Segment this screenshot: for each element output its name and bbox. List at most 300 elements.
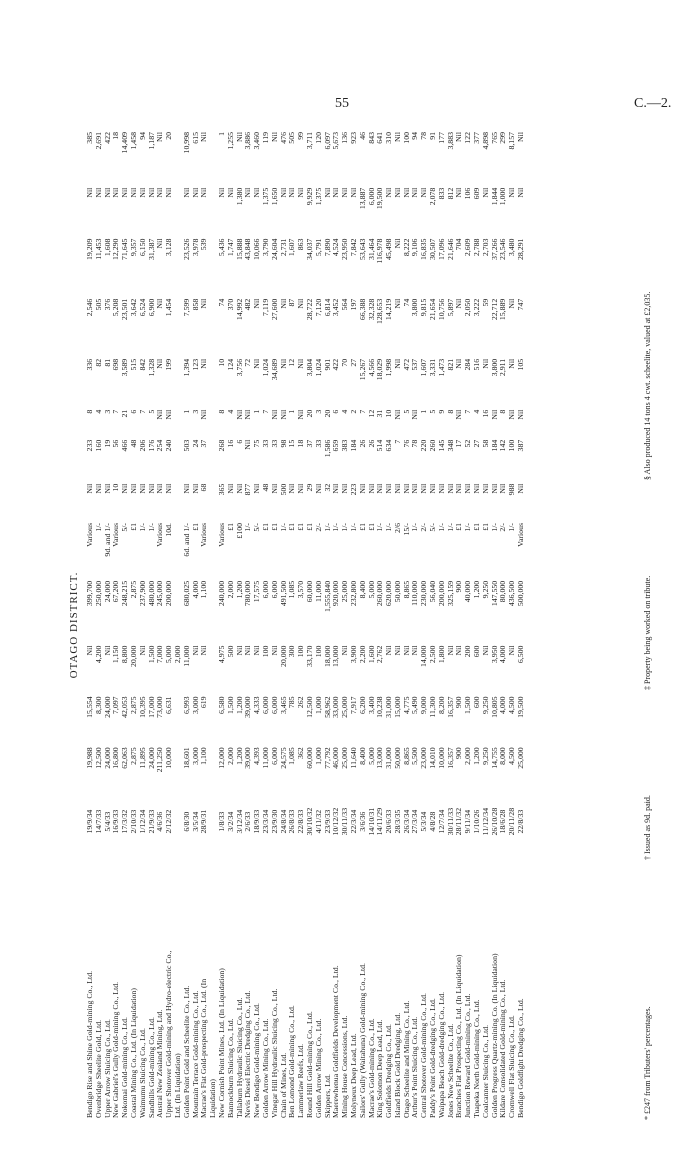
value-cell: Nil xyxy=(199,409,209,420)
value-cell: 223 xyxy=(348,483,358,496)
value-cell: 615 xyxy=(190,132,200,144)
value-cell: Nil xyxy=(445,645,455,656)
value-cell: 3,756 xyxy=(234,358,244,377)
value-cell: 5 xyxy=(401,409,411,414)
value-cell: 422 xyxy=(331,358,341,371)
value-cell: Various xyxy=(85,522,94,547)
company-name-cell: Island Block Gold Dredging, Ltd. xyxy=(392,1012,402,1118)
value-cell: 3,465 xyxy=(278,696,288,714)
value-cell: 1,380 xyxy=(234,187,244,206)
value-cell: 1/12/34 xyxy=(137,809,147,834)
table-row xyxy=(420,130,429,1120)
value-cell: 30,507 xyxy=(428,238,438,260)
value-cell: Nil xyxy=(234,409,244,420)
table-row xyxy=(341,130,350,1120)
value-cell: 385 xyxy=(85,132,94,144)
value-cell: 4 xyxy=(225,409,235,414)
value-cell: 9d. and 1/- xyxy=(102,522,112,557)
value-cell: 537 xyxy=(410,358,420,371)
value-cell: Nil xyxy=(164,483,174,494)
value-cell: 100 xyxy=(296,645,306,658)
value-cell xyxy=(209,130,218,186)
value-cell: 8,865 xyxy=(401,747,411,765)
company-name-cell: Sandhills Gold-mining Co., Ltd. xyxy=(146,1017,156,1118)
value-cell: 56 xyxy=(111,439,121,448)
value-cell: Various xyxy=(216,522,226,547)
value-cell: 12 xyxy=(366,409,376,418)
value-cell: 37 xyxy=(304,439,314,448)
value-cell: 20,000 xyxy=(278,645,288,668)
value-cell: 37,266 xyxy=(489,238,499,260)
value-cell: 6,200 xyxy=(357,696,367,714)
value-cell: 8,000 xyxy=(498,747,508,765)
table-row xyxy=(332,130,341,1120)
value-cell: 2,000 xyxy=(172,645,182,664)
value-cell: 18,000 xyxy=(322,645,332,668)
value-cell: Nil xyxy=(401,483,411,494)
value-cell: 310 xyxy=(384,132,394,144)
table-row xyxy=(297,130,306,1120)
table-row xyxy=(95,130,104,1120)
value-cell: £1 xyxy=(190,522,200,531)
footnote-3: ‡ Property being worked on tribute. xyxy=(643,575,652,690)
value-cell: 1/- xyxy=(445,522,455,532)
value-cell: 377 xyxy=(472,132,482,144)
value-cell: 299 xyxy=(498,132,508,144)
value-cell: Nil xyxy=(164,187,174,198)
value-cell: 6 xyxy=(331,409,341,414)
value-cell: 120 xyxy=(313,132,323,144)
value-cell: Nil xyxy=(392,238,402,249)
value-cell: Nil xyxy=(392,187,402,198)
value-cell: 128,653 xyxy=(375,298,385,325)
value-cell: 5,673 xyxy=(331,132,341,150)
value-cell: 7,000 xyxy=(155,645,165,664)
value-cell: 2,762 xyxy=(375,645,385,664)
value-cell: Nil xyxy=(331,187,341,198)
value-cell: Nil xyxy=(454,409,464,420)
value-cell: 10,805 xyxy=(489,696,499,718)
value-cell: 9,815 xyxy=(419,298,429,317)
value-cell: 240 xyxy=(164,439,174,452)
company-name-cell: Golden Arrow Mining Co., Ltd. xyxy=(313,1018,323,1118)
value-cell: Nil xyxy=(269,645,279,656)
company-name-cell: Goldfields Dredging Co., Ltd. xyxy=(384,1024,394,1118)
table-row xyxy=(359,130,368,1120)
value-cell: Nil xyxy=(181,187,191,198)
value-cell: 505 xyxy=(287,132,297,144)
value-cell: 46,000 xyxy=(331,747,341,769)
table-row xyxy=(403,130,412,1120)
value-cell: 1,800 xyxy=(436,645,446,664)
value-cell: 348 xyxy=(445,439,455,452)
value-cell: £1 xyxy=(454,522,464,531)
value-cell: Nil xyxy=(340,483,350,494)
value-cell: Nil xyxy=(102,483,112,494)
company-name-cell: Austral New Zealand Mining, Ltd. xyxy=(155,1009,165,1118)
value-cell: 39,000 xyxy=(243,696,253,718)
company-name-cell: Cromwell Flat Sluicing Co., Ltd. xyxy=(507,1015,517,1118)
value-cell: 74 xyxy=(216,298,226,307)
value-cell: Nil xyxy=(454,645,464,656)
value-cell: 1/- xyxy=(507,522,517,532)
value-cell: 23,501 xyxy=(120,298,130,321)
value-cell: 26 xyxy=(366,439,376,448)
company-name-cell: Liquidation) xyxy=(208,1079,218,1118)
table-row xyxy=(148,130,157,1120)
value-cell: Nil xyxy=(190,483,200,494)
value-cell: 863 xyxy=(296,238,306,251)
value-cell: 8,300 xyxy=(93,696,103,714)
value-cell: 31,464 xyxy=(366,238,376,260)
value-cell: 4,898 xyxy=(480,132,490,150)
value-cell: 16,835 xyxy=(419,238,429,260)
value-cell: 1/- xyxy=(463,522,473,532)
value-cell: 15 xyxy=(287,439,297,448)
table-row xyxy=(174,130,183,1120)
value-cell: 14,219 xyxy=(384,298,394,321)
value-cell: 245,000 xyxy=(155,580,165,607)
value-cell: Nil xyxy=(322,187,332,198)
value-cell: 20 xyxy=(322,409,332,418)
value-cell: Nil xyxy=(516,483,526,494)
value-cell: 3,711 xyxy=(304,132,314,150)
value-cell: 422 xyxy=(102,132,112,144)
value-cell: Nil xyxy=(410,187,420,198)
value-cell: 10/12/32 xyxy=(331,807,341,836)
value-cell: Nil xyxy=(155,238,165,249)
value-cell: Nil xyxy=(199,187,209,198)
value-cell: Nil xyxy=(155,409,165,420)
value-cell: 71,645 xyxy=(120,238,130,260)
value-cell: 18/9/33 xyxy=(252,809,262,834)
page-number: 55 xyxy=(335,96,349,111)
value-cell: 2 xyxy=(348,409,358,414)
value-cell: 1,200 xyxy=(234,747,244,765)
value-cell: Various xyxy=(199,522,209,547)
value-cell: 3/5/34 xyxy=(190,811,200,832)
value-cell: Nil xyxy=(278,409,288,420)
value-cell: 476 xyxy=(278,132,288,144)
value-cell: 7,097 xyxy=(111,696,121,714)
value-cell: 4,500 xyxy=(507,747,517,765)
value-cell: 1 xyxy=(419,409,429,414)
value-cell: 2,000 xyxy=(225,747,235,765)
value-cell: 27 xyxy=(348,358,358,367)
value-cell: 3,000 xyxy=(190,696,200,714)
company-name-cell: Tuapeka North Gold-mining Co., Ltd. xyxy=(472,999,482,1118)
value-cell: 12,000 xyxy=(216,747,226,769)
value-cell: 17 xyxy=(454,439,464,448)
value-cell: 220 xyxy=(419,439,429,452)
value-cell: 7 xyxy=(137,409,147,414)
value-cell: 28/9/31 xyxy=(199,809,209,834)
value-cell: 11,640 xyxy=(348,747,358,769)
value-cell: 3,950 xyxy=(489,645,499,664)
value-cell: 6,150 xyxy=(137,238,147,257)
value-cell: Nil xyxy=(252,645,262,656)
value-cell: 1,454 xyxy=(164,298,174,317)
value-cell: 14/10/31 xyxy=(366,807,376,836)
value-cell: 3,000 xyxy=(190,747,200,765)
company-name-cell: King Solomon Deep Lead, Ltd. xyxy=(375,1019,385,1118)
value-cell: 12,500 xyxy=(93,747,103,769)
value-cell: Nil xyxy=(269,483,279,494)
value-cell: 1 xyxy=(287,409,297,414)
value-cell: 34,689 xyxy=(269,358,279,381)
value-cell: 516 xyxy=(472,358,482,371)
value-cell: 14,409 xyxy=(120,132,130,154)
value-cell: 20 xyxy=(164,132,174,140)
value-cell: Various xyxy=(516,522,526,547)
company-name-cell: New Gabriel's Gully Gold-mining Co., Ltd. xyxy=(111,981,121,1118)
value-cell: Nil xyxy=(102,645,112,656)
value-cell: 3/2/34 xyxy=(225,811,235,832)
company-name-cell: Upper Arrow Sluicing Co., Ltd. xyxy=(102,1019,112,1118)
value-cell: 12 xyxy=(287,358,297,367)
value-cell: Nil xyxy=(507,187,517,198)
value-cell: 33,000 xyxy=(331,696,341,718)
table-row xyxy=(473,130,482,1120)
value-cell: Nil xyxy=(93,187,103,198)
value-cell: 500,000 xyxy=(516,580,526,607)
value-cell: 25,000 xyxy=(340,696,350,718)
value-cell: 9,929 xyxy=(304,187,314,206)
value-cell: 2/6/33 xyxy=(243,811,253,832)
value-cell: Nil xyxy=(85,483,94,494)
value-cell: 206 xyxy=(137,439,147,452)
value-cell: Nil xyxy=(234,132,244,142)
company-name-cell: Ltd. (In Liquidation) xyxy=(172,1053,182,1118)
value-cell: 24 xyxy=(190,439,200,448)
value-cell: 14,010 xyxy=(428,747,438,769)
value-cell: Nil xyxy=(278,298,288,309)
company-name-cell: Ovenbridge Sheelite Gold, Ltd. xyxy=(93,1019,103,1118)
company-name-cell: Lammerlaw Reefs, Ltd. xyxy=(296,1043,306,1118)
value-cell: 7,917 xyxy=(348,696,358,714)
value-cell: 370 xyxy=(225,298,235,311)
value-cell: 3/12/34 xyxy=(234,809,244,834)
value-cell: 78 xyxy=(410,439,420,448)
value-cell: 7,120 xyxy=(313,298,323,317)
value-cell: 59 xyxy=(480,298,490,307)
value-cell: 1 xyxy=(252,409,262,414)
value-cell: 3,222 xyxy=(472,298,482,317)
rotated-table-block xyxy=(68,130,662,1120)
value-cell: 1/- xyxy=(322,522,332,532)
value-cell: Nil xyxy=(516,187,526,198)
value-cell: 45,498 xyxy=(384,238,394,260)
value-cell: 9,000 xyxy=(419,696,429,714)
value-cell: 5/- xyxy=(120,522,130,532)
company-name-cell: Jones New Scheelite Co., Ltd. xyxy=(445,1023,455,1118)
value-cell: 16 xyxy=(480,409,490,418)
value-cell: 6,631 xyxy=(164,696,174,714)
value-cell: Nil xyxy=(137,483,147,494)
company-name-cell: Maerewhenua Goldfields Development Co., Ltd. xyxy=(331,965,341,1118)
value-cell: 1,328 xyxy=(146,358,156,377)
value-cell: 14/11/29 xyxy=(375,807,385,836)
value-cell: 4/11/32 xyxy=(313,809,323,834)
value-cell: 9,250 xyxy=(480,747,490,765)
value-cell: 6,000 xyxy=(366,187,376,206)
value-cell: 19,988 xyxy=(85,747,94,769)
value-cell: Nil xyxy=(225,187,235,198)
value-cell: 23,000 xyxy=(419,747,429,769)
value-cell: 10,998 xyxy=(181,132,191,154)
company-name-cell: Arthur's Point Sluicing Co., Ltd. xyxy=(410,1016,420,1118)
company-table xyxy=(86,130,526,1120)
value-cell: 26 xyxy=(357,439,367,448)
value-cell: £1 xyxy=(472,522,482,531)
value-cell: 9,250 xyxy=(480,580,490,599)
value-cell: Nil xyxy=(480,645,490,656)
value-cell: 160 xyxy=(93,439,103,452)
value-cell: 600 xyxy=(472,696,482,709)
value-cell: 480,000 xyxy=(146,580,156,607)
value-cell: 184 xyxy=(489,439,499,452)
value-cell: 4,393 xyxy=(252,747,262,765)
value-cell: 2/6 xyxy=(392,522,402,533)
value-cell: 72 xyxy=(243,358,253,367)
value-cell: 1,150 xyxy=(111,645,121,664)
value-cell: 11,000 xyxy=(313,580,323,602)
value-cell: Nil xyxy=(155,132,165,142)
table-row xyxy=(315,130,324,1120)
value-cell: 7 xyxy=(111,409,121,414)
value-cell: 3,452 xyxy=(331,298,341,317)
value-cell: 13,000 xyxy=(331,645,341,668)
value-cell: Nil xyxy=(454,483,464,494)
table-row xyxy=(517,130,526,1120)
value-cell: 2,788 xyxy=(472,238,482,257)
value-cell: 7 xyxy=(392,439,402,444)
value-cell: 24,000 xyxy=(146,747,156,769)
value-cell: 2,078 xyxy=(428,187,438,206)
value-cell: 250,000 xyxy=(93,580,103,607)
value-cell: 8,400 xyxy=(357,580,367,599)
value-cell: 3,978 xyxy=(190,238,200,257)
value-cell: 34,037 xyxy=(304,238,314,260)
value-cell: Nil xyxy=(516,132,526,142)
value-cell: 12,500 xyxy=(304,696,314,718)
value-cell: 10,066 xyxy=(252,238,262,260)
value-cell: 9/11/34 xyxy=(463,809,473,834)
value-cell: 900 xyxy=(454,580,464,593)
value-cell: Nil xyxy=(128,187,138,198)
value-cell: 70 xyxy=(340,358,350,367)
table-row xyxy=(262,130,271,1120)
table-row xyxy=(455,130,464,1120)
value-cell: 10,000 xyxy=(436,747,446,769)
value-cell: 2,000 xyxy=(225,580,235,599)
value-cell: 200,000 xyxy=(164,580,174,607)
company-name-cell: Waimumu Sluicing Co., Ltd. xyxy=(137,1028,147,1118)
value-cell: 1,200 xyxy=(472,747,482,765)
value-cell: 81 xyxy=(102,358,112,367)
value-cell: 176 xyxy=(146,439,156,452)
value-cell: 13,887 xyxy=(357,187,367,210)
value-cell: 14,992 xyxy=(234,298,244,321)
value-cell: 1/- xyxy=(489,522,499,532)
value-cell: 10,238 xyxy=(375,696,385,718)
value-cell: Nil xyxy=(278,187,288,198)
value-cell: Nil xyxy=(278,358,288,369)
value-cell: Nil xyxy=(480,187,490,198)
value-cell: 33 xyxy=(313,439,323,448)
value-cell: 3,790 xyxy=(260,238,270,257)
value-cell: Nil xyxy=(85,187,94,198)
value-cell: 233 xyxy=(85,439,94,452)
company-name-cell: Mining House Concessions, Ltd. xyxy=(340,1015,350,1118)
value-cell: 4 xyxy=(93,409,103,414)
value-cell: Nil xyxy=(269,132,279,142)
value-cell: 842 xyxy=(137,358,147,371)
company-name-cell: Waipapa Beach Gold-dredging Co., Ltd. xyxy=(436,991,446,1118)
value-cell: 119 xyxy=(260,132,270,144)
value-cell: 184 xyxy=(348,439,358,452)
value-cell: 3,589 xyxy=(120,358,130,377)
value-cell: 4,000 xyxy=(498,645,508,664)
value-cell: 31 xyxy=(375,409,385,418)
footnote-2: † Issued as 9d. paid. xyxy=(643,795,652,860)
value-cell: Nil xyxy=(428,483,438,494)
value-cell: 1,085 xyxy=(287,747,297,765)
value-cell: Nil xyxy=(93,483,103,494)
value-cell: 20/11/28 xyxy=(507,807,517,836)
value-cell: 22/8/33 xyxy=(296,809,306,834)
table-row xyxy=(306,130,315,1120)
value-cell: 3,480 xyxy=(507,238,517,257)
table-row xyxy=(86,130,95,1120)
value-cell: Nil xyxy=(137,187,147,198)
value-cell: 23,526 xyxy=(181,238,191,260)
company-name-cell: New Cornish Point Mines, Ltd. (In Liquidation) xyxy=(216,968,226,1118)
company-name-cell: Coastal Mining Co., Ltd. (In Liquidation) xyxy=(128,988,138,1118)
value-cell: 60,000 xyxy=(304,747,314,769)
value-cell: 260 xyxy=(428,439,438,452)
table-row xyxy=(464,130,473,1120)
value-cell: 1/- xyxy=(137,522,147,532)
value-cell: 1,747 xyxy=(225,238,235,257)
value-cell: 22,712 xyxy=(489,298,499,321)
value-cell: 3 xyxy=(190,409,200,414)
value-cell: 15,889 xyxy=(498,298,508,321)
company-name-cell: Mountain Terrace Gold-mining Co., Ltd. xyxy=(190,990,200,1118)
value-cell: Nil xyxy=(463,483,473,494)
value-cell: 100 xyxy=(260,645,270,658)
company-name-cell: Paddy's Point Gold-dredging Co., Ltd. xyxy=(428,998,438,1118)
value-cell: £100 xyxy=(234,522,244,539)
company-name-cell: Otago Scheelite and Mining Co., Ltd. xyxy=(401,1000,411,1118)
value-cell: 3 xyxy=(313,409,323,414)
value-cell: Nil xyxy=(243,439,253,450)
value-cell: 48 xyxy=(128,439,138,448)
value-cell: 1/- xyxy=(348,522,358,532)
value-cell: 8 xyxy=(445,409,455,414)
value-cell: Nil xyxy=(155,358,165,369)
value-cell: 9,357 xyxy=(128,238,138,257)
value-cell: 66,388 xyxy=(357,298,367,321)
value-cell: 16/9/33 xyxy=(111,809,121,834)
footnote-4: § Also produced 14 tons 4 cwt. scheelite, valued at £2,035. xyxy=(643,291,652,480)
value-cell: 1/- xyxy=(331,522,341,532)
value-cell: 50,000 xyxy=(392,580,402,603)
value-cell: 87 xyxy=(287,298,297,307)
value-cell: 17,000 xyxy=(146,696,156,718)
value-cell: 39,000 xyxy=(243,747,253,769)
value-cell: 4,000 xyxy=(190,580,200,599)
